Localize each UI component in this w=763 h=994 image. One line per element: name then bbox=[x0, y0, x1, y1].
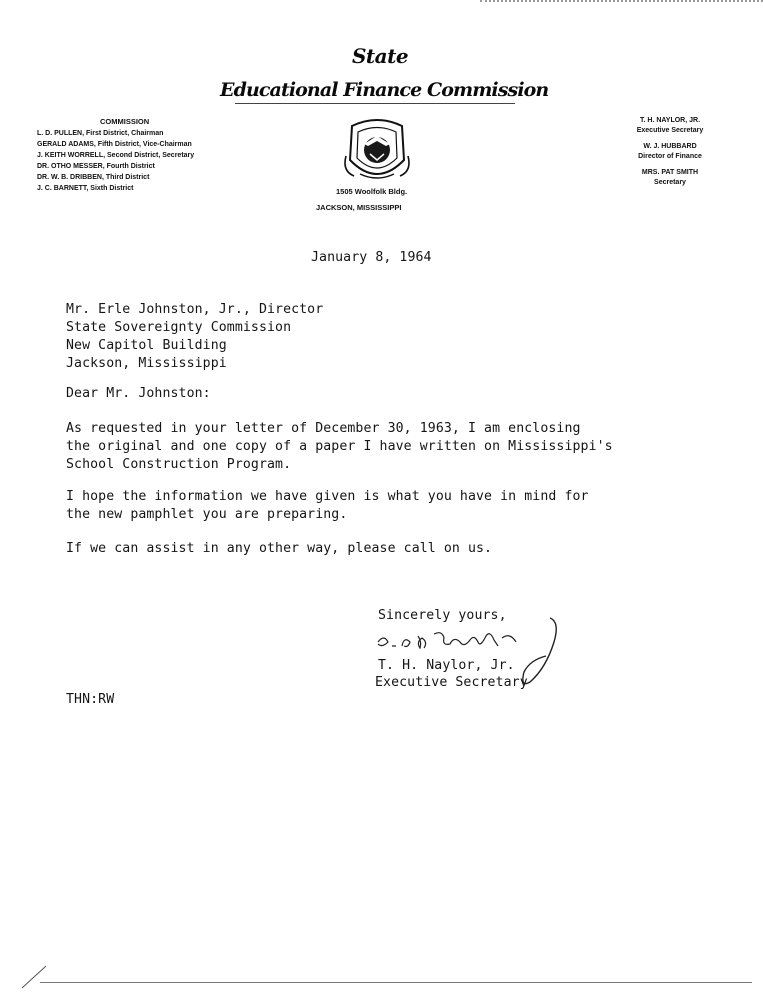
recipient-line: State Sovereignty Commission bbox=[66, 320, 292, 335]
commission-member: J. C. BARNETT, Sixth District bbox=[37, 185, 134, 192]
body-line: the original and one copy of a paper I have written on Mississippi's bbox=[66, 439, 613, 454]
staff-name: T. H. NAYLOR, JR. bbox=[639, 117, 701, 124]
commission-member: GERALD ADAMS, Fifth District, Vice-Chairman bbox=[37, 141, 192, 148]
commission-member: DR. OTHO MESSER, Fourth District bbox=[37, 163, 155, 170]
body-paragraph-3 bbox=[66, 540, 492, 558]
staff-list bbox=[620, 116, 720, 188]
signer-name: T. H. Naylor, Jr. bbox=[378, 658, 515, 673]
address-line2: JACKSON, MISSISSIPPI bbox=[316, 203, 402, 212]
top-edge-dots bbox=[480, 0, 763, 4]
recipient-line: New Capitol Building bbox=[66, 338, 227, 353]
letter-date: January 8, 1964 bbox=[311, 250, 432, 265]
commission-heading: COMMISSION bbox=[100, 117, 150, 126]
staff-title: Director of Finance bbox=[638, 153, 702, 160]
body-line: School Construction Program. bbox=[66, 457, 292, 472]
body-paragraph-2 bbox=[66, 488, 589, 524]
closing: Sincerely yours, bbox=[378, 608, 507, 623]
body-line: If we can assist in any other way, please call on us. bbox=[66, 541, 493, 556]
staff-name: MRS. PAT SMITH bbox=[641, 169, 699, 176]
title-underline bbox=[235, 103, 515, 104]
salutation: Dear Mr. Johnston: bbox=[66, 386, 211, 401]
body-line: I hope the information we have given is what you have in mind for bbox=[66, 489, 589, 504]
commission-member: DR. W. B. DRIBBEN, Third District bbox=[37, 174, 150, 181]
commission-member: J. KEITH WORRELL, Second District, Secretary bbox=[37, 152, 195, 159]
bottom-corner-mark bbox=[20, 962, 50, 990]
body-line: As requested in your letter of December 30, 1963, I am enclosing bbox=[66, 421, 581, 436]
recipient-line: Jackson, Mississippi bbox=[66, 356, 227, 371]
body-line: the new pamphlet you are preparing. bbox=[66, 507, 348, 522]
bottom-scan-line bbox=[40, 982, 752, 983]
staff-title: Secretary bbox=[654, 179, 686, 186]
staff-title: Executive Secretary bbox=[636, 127, 704, 134]
commission-members-list bbox=[37, 128, 194, 194]
letterhead-title: Educational Finance Commission bbox=[220, 79, 549, 101]
recipient-address bbox=[66, 301, 323, 373]
signer-title: Executive Secretary bbox=[375, 675, 528, 690]
recipient-line: Mr. Erle Johnston, Jr., Director bbox=[66, 302, 324, 317]
staff-name: W. J. HUBBARD bbox=[643, 143, 697, 150]
letterhead-title-state: State bbox=[351, 44, 409, 68]
address-line1: 1505 Woolfolk Bldg. bbox=[336, 187, 408, 196]
reference-initials: THN:RW bbox=[66, 692, 115, 707]
body-paragraph-1 bbox=[66, 420, 613, 474]
commission-member: L. D. PULLEN, First District, Chairman bbox=[37, 130, 164, 137]
state-seal-emblem bbox=[342, 116, 412, 186]
